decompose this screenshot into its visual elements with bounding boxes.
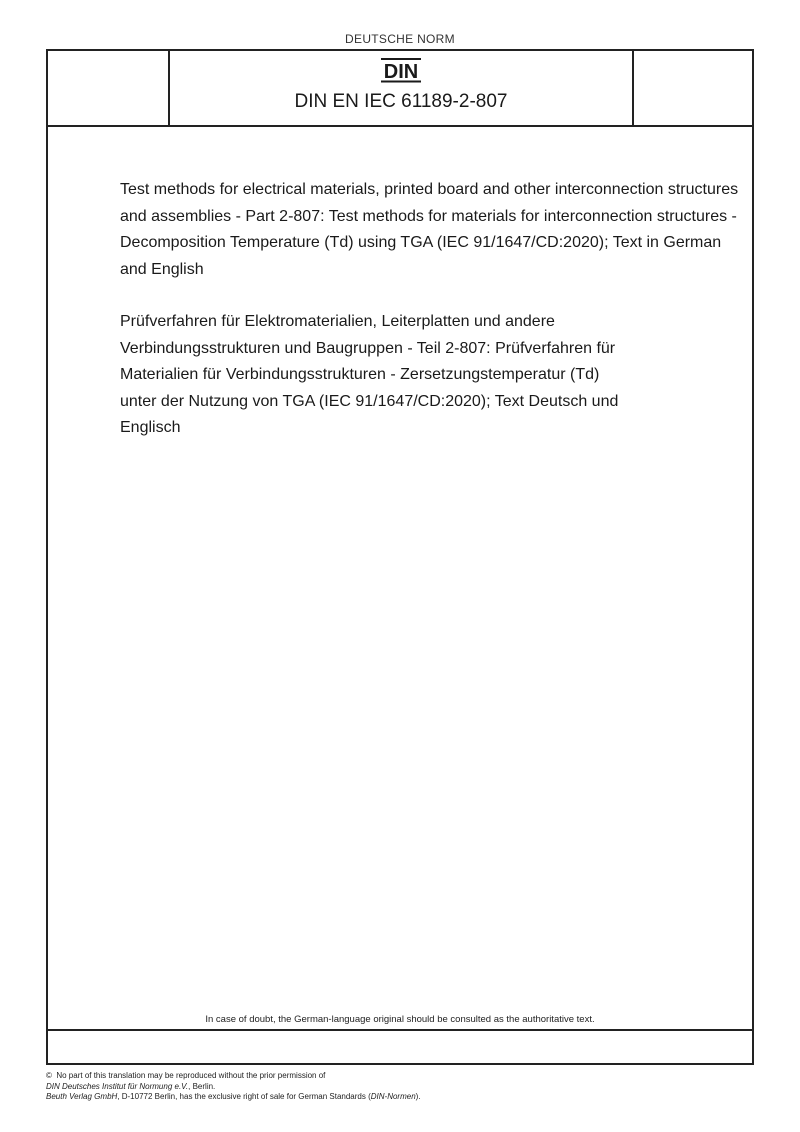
din-organization: DIN Deutsches Institut für Normung e.V.	[46, 1081, 189, 1091]
copyright-symbol: ©	[46, 1071, 52, 1080]
title-english-text: Test methods for electrical materials, printed board and other interconnection structures and assemblies - Part 2-807: Test methods for materials for interconnection structures - Decomposition Temperature (Td) using TGA (IEC 91/1647/CD:2020); Text in German and English	[120, 181, 739, 278]
legal-line-1	[46, 1071, 766, 1082]
footer-divider	[48, 1029, 752, 1031]
legal-line-2	[46, 1082, 766, 1093]
header-left-cell	[48, 51, 170, 125]
din-logo	[170, 57, 632, 88]
authoritative-text-note: In case of doubt, the German-language original should be consulted as the authoritative text.	[205, 1014, 595, 1025]
din-logo-icon	[380, 57, 422, 83]
header-right-cell	[632, 51, 752, 125]
header-center-cell	[170, 51, 632, 125]
title-english	[120, 177, 740, 283]
document-frame	[46, 49, 754, 1065]
legal-notice	[46, 1071, 766, 1103]
document-number: DIN EN IEC 61189-2-807	[294, 91, 508, 112]
legal-line-1-text: No part of this translation may be reproduced without the prior permission of	[56, 1071, 326, 1080]
legal-line-3-end: ).	[415, 1092, 421, 1101]
title-german	[120, 309, 640, 442]
title-german-text: Prüfverfahren für Elektromaterialien, Leiterplatten und andere Verbindungsstrukturen und Baugruppen - Teil 2-807: Prüfverfahren für Materialien für Verbindungsstrukturen - Zersetzungstemperatur (Td) unter der Nutzung von TGA (IEC 91/1647/CD:2020); Text Deutsch und Englisch	[120, 313, 619, 436]
document-header	[48, 51, 752, 127]
norm-label: DEUTSCHE NORM	[345, 32, 455, 46]
legal-line-2-rest: , Berlin.	[188, 1081, 216, 1091]
legal-line-3-rest: , D-10772 Berlin, has the exclusive right of sale for German Standards (	[117, 1092, 371, 1101]
legal-line-3	[46, 1092, 766, 1103]
beuth-organization: Beuth Verlag GmbH	[46, 1092, 118, 1101]
din-normen-text: DIN-Normen	[370, 1092, 416, 1101]
din-logo-text: DIN	[383, 61, 419, 83]
